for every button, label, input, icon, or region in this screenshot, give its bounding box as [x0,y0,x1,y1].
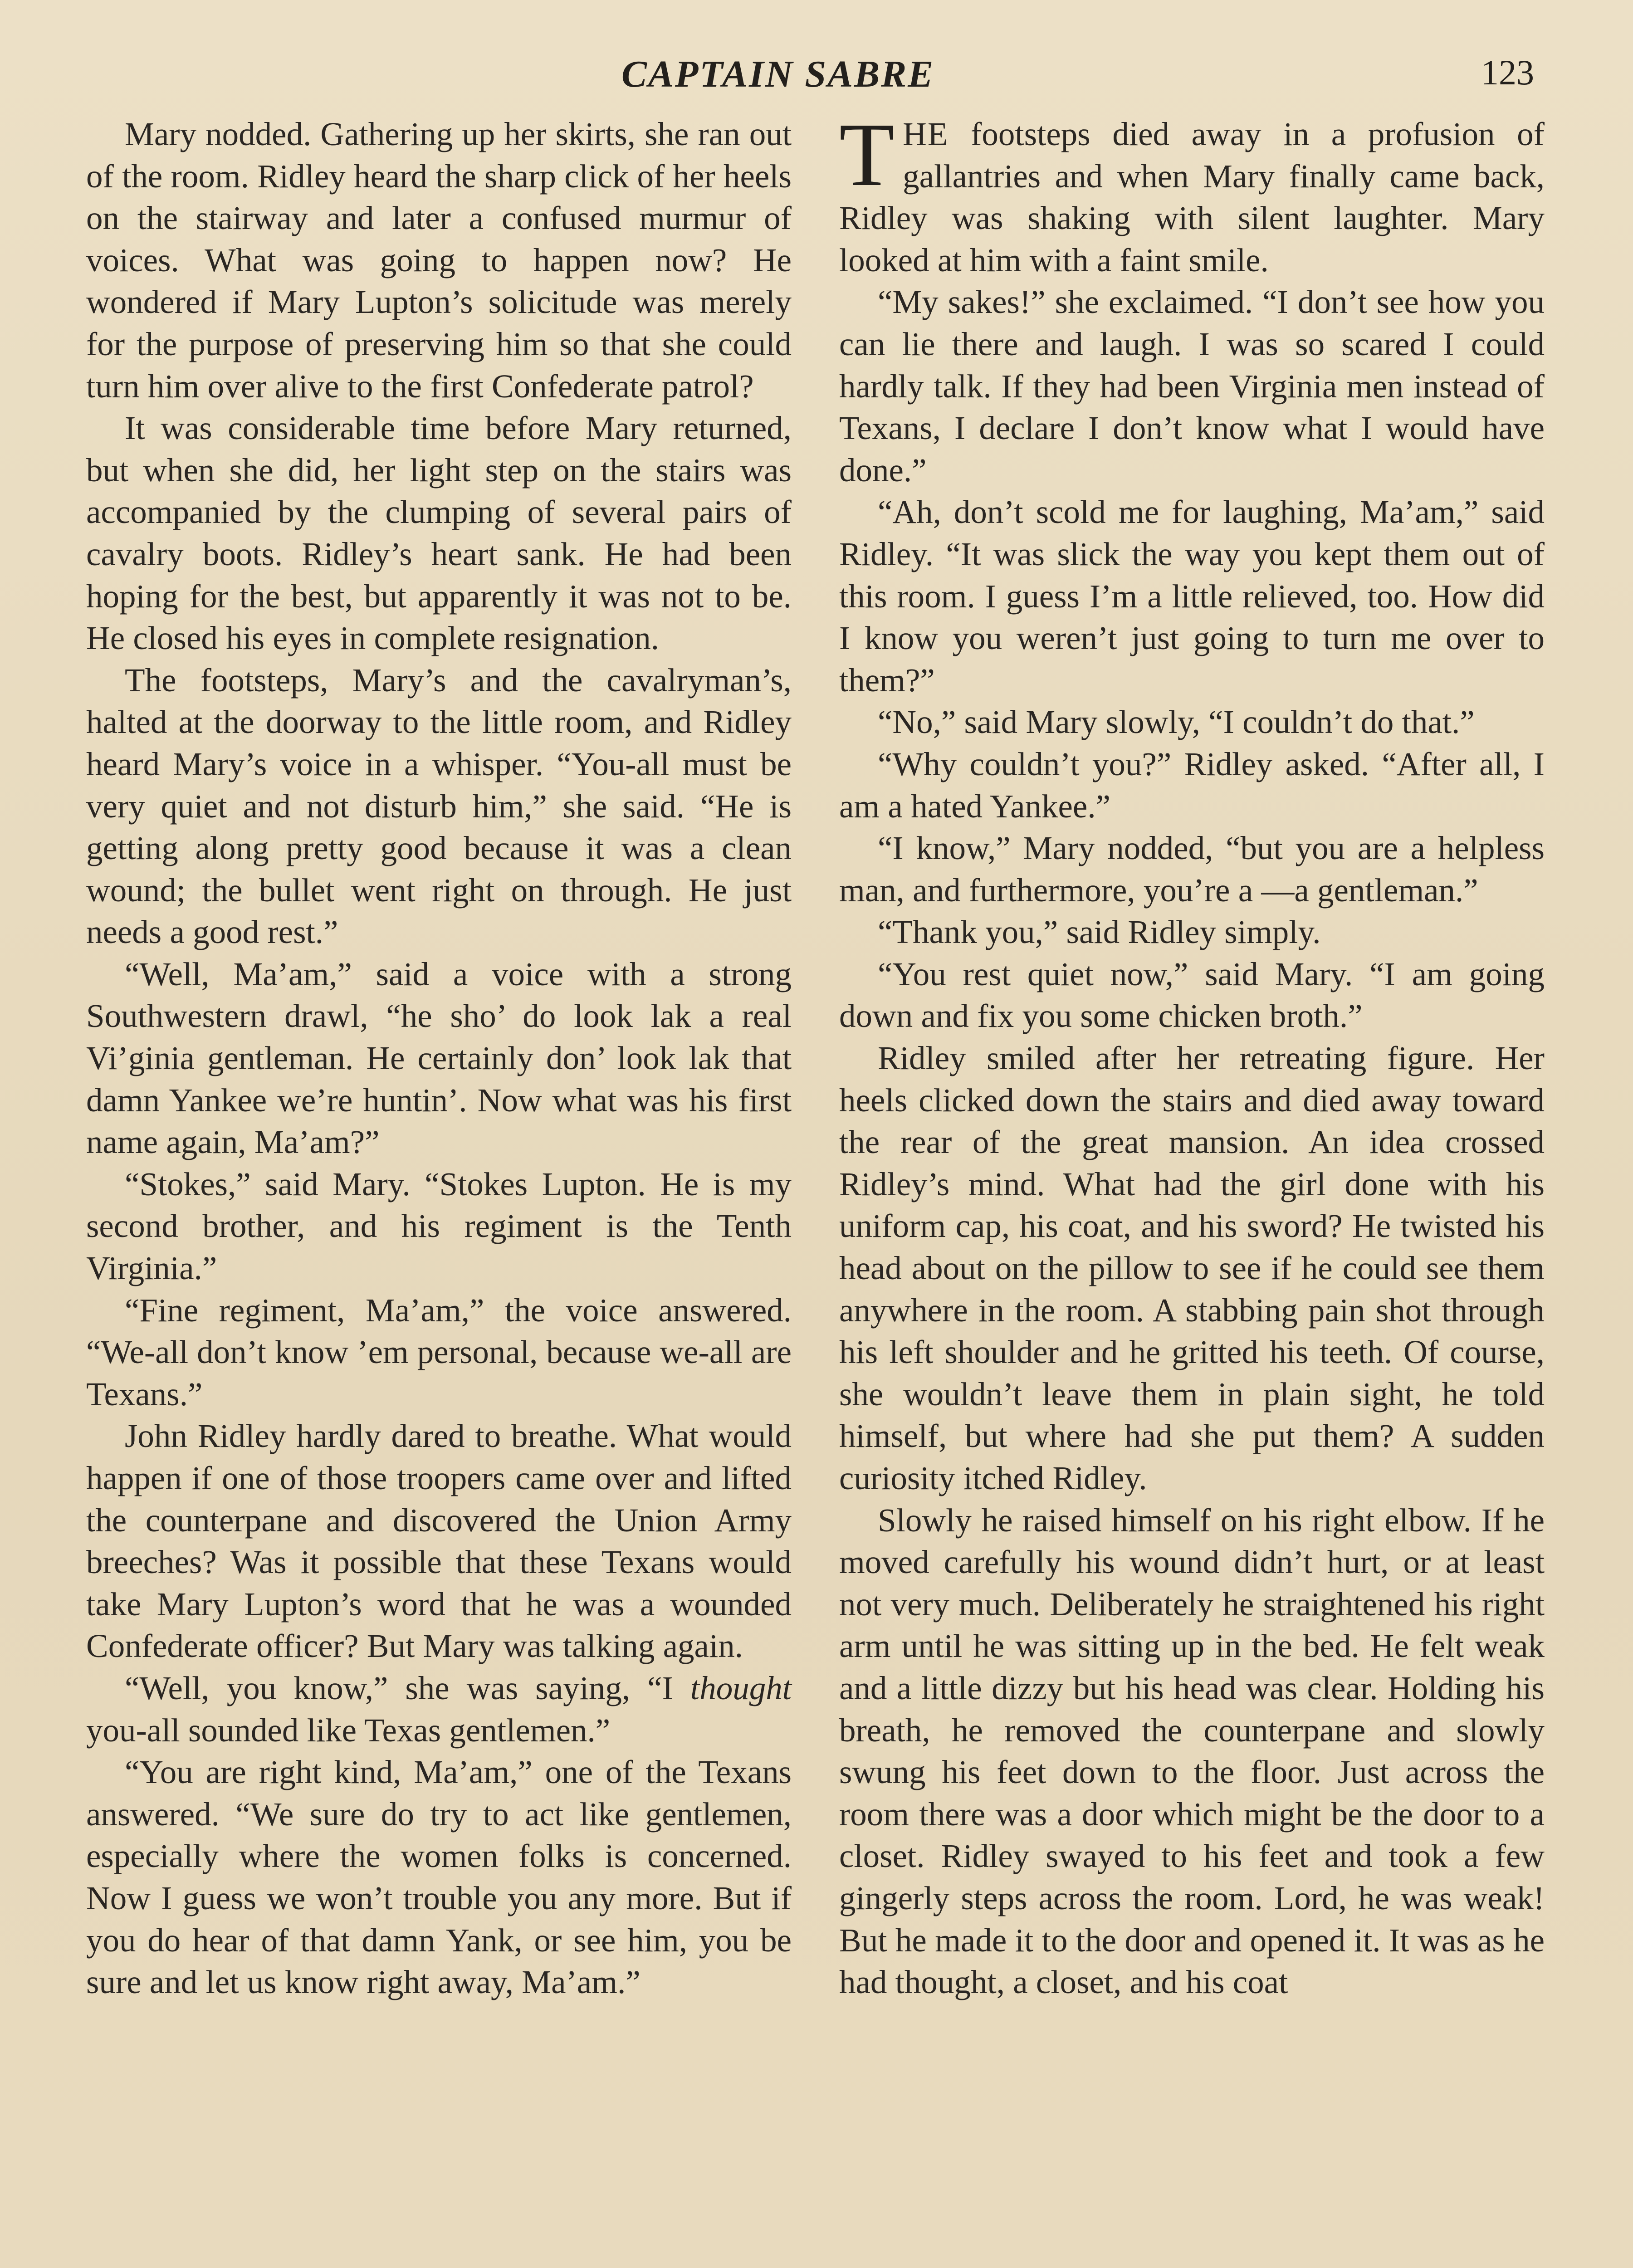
paragraph: “Thank you,” said Ridley simply. [878,914,1321,951]
lead-in: HE [903,116,949,152]
paragraph: “No,” said Mary slowly, “I couldn’t do that.” [878,704,1475,741]
opening-paragraph [839,105,1545,281]
paragraph: Ridley smiled after her retreating figure. Her heels clicked down the stairs and died away toward the rear of the great mansion. An idea crossed Ridley’s mind. What had the girl done with his uniform cap, his coat, and his sword? He twisted his head about on the pillow to see if he could see them anywhere in the room. A stabbing pain shot through his left shoulder and he gritted his teeth. Of course, she wouldn’t leave them in plain sight, he told himself, but where had she put them? A sudden curiosity itched Ridley. [839,1040,1545,1496]
running-header [0,52,1633,102]
paragraph: “Stokes,” said Mary. “Stokes Lupton. He is my second brother, and his regiment is the Tenth Virginia.” [86,1165,792,1287]
paragraph: John Ridley hardly dared to breathe. What would happen if one of those troopers came over and lifted the counterpane and discovered the Union Army breeches? Was it possible that these Texans would take Mary Lupton’s word that he was a wounded Confederate officer? But Mary was talking again. [86,1418,792,1665]
paragraph: The footsteps, Mary’s and the cavalryman’s, halted at the doorway to the little room, and Ridley heard Mary’s voice in a whisper. “You-all must be very quiet and not disturb him,” she said. “He is getting along pretty good because it was a clean wound; the bullet went right on through. He just needs a good rest.” [86,661,792,951]
paragraph: It was considerable time before Mary returned, but when she did, her light step on the stairs was accompanied by the clumping of several pairs of cavalry boots. Ridley’s heart sank. He had been hoping for the best, but apparently it was not to be. He closed his eyes in complete resignation. [86,410,792,657]
paragraph: “Ah, don’t scold me for laughing, Ma’am,” said Ridley. “It was slick the way you kept them out of this room. I guess I’m a little relieved, too. How did I know you weren’t just going to turn me over to them?” [839,494,1545,699]
paragraph: “You rest quiet now,” said Mary. “I am going down and fix you some chicken broth.” [839,955,1545,1035]
drop-cap: T [839,105,895,205]
paragraph: “Well, Ma’am,” said a voice with a strong Southwestern drawl, “he sho’ do look lak a real Vi’ginia gentleman. He certainly don’ look lak that damn Yankee we’re huntin’. Now what was his first name again, Ma’am?” [86,955,792,1161]
paragraph: “I know,” Mary nodded, “but you are a helpless man, and furthermore, you’re a —a gentleman.” [839,830,1545,909]
paragraph: “Why couldn’t you?” Ridley asked. “After all, I am a hated Yankee.” [839,745,1545,825]
right-column [839,105,1545,2004]
paragraph: Mary nodded. Gathering up her skirts, she ran out of the room. Ridley heard the sharp click of her heels on the stairway and later a confused murmur of voices. What was going to happen now? He wondered if Mary Lupton’s solicitude was merely for the purpose of preserving him so that she could turn him over alive to the first Confederate patrol? [86,116,792,405]
paragraph: “My sakes!” she exclaimed. “I don’t see how you can lie there and laugh. I was so scared I could hardly talk. If they had been Virginia men instead of Texans, I declare I don’t know what I would have done.” [839,284,1545,489]
opening-text: footsteps died away in a profusion of gallantries and when Mary finally came back, Ridley was shaking with silent laughter. Mary looked at him with a faint smile. [839,116,1545,279]
paragraph: “Fine regiment, Ma’am,” the voice answered. “We-all don’t know ’em personal, because we-all are Texans.” [86,1291,792,1413]
page-number: 123 [1481,53,1534,92]
paragraph: Slowly he raised himself on his right elbow. If he moved carefully his wound didn’t hurt, or at least not very much. Deliberately he straightened his right arm until he was sitting up in the bed. He felt weak and a little dizzy but his head was clear. Holding his breath, he removed the counterpane and slowly swung his feet down to the floor. Just across the room there was a door which might be the door to a closet. Ridley swayed to his feet and took a few gingerly steps across the room. Lord, he was weak! But he made it to the door and opened it. It was as he had thought, a closet, and his coat [839,1501,1545,2001]
paragraph: “You are right kind, Ma’am,” one of the Texans answered. “We sure do try to act like gentlemen, especially where the women folks is concerned. Now I guess we won’t trouble you any more. But if you do hear of that damn Yank, or see him, you be sure and let us know right away, Ma’am.” [86,1754,792,2001]
emphasis: thought [690,1669,792,1706]
left-column [86,113,792,2004]
paragraph: “Well, you know,” she was saying, “I thought you-all sounded like Texas gentlemen.” [86,1669,792,1749]
running-title: CAPTAIN SABRE [621,53,935,95]
